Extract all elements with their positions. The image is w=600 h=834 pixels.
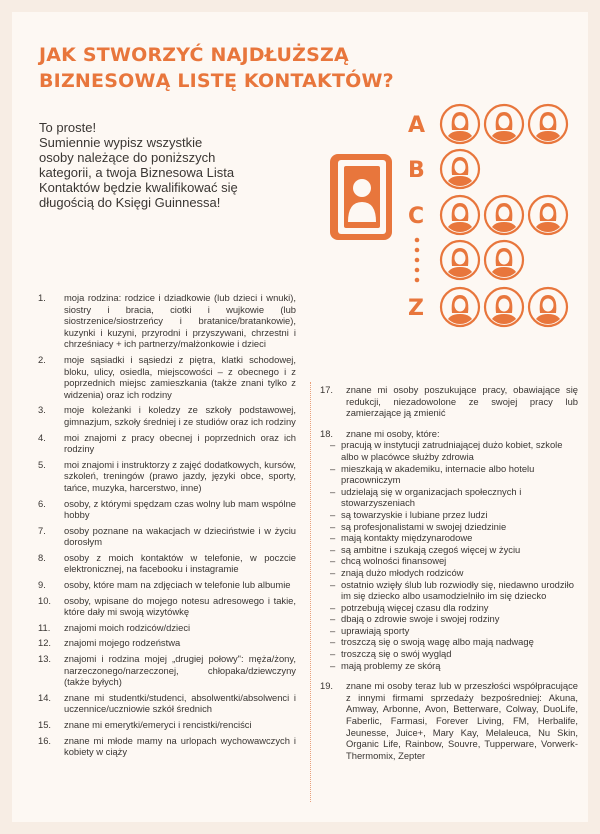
person-icon [485, 105, 523, 144]
item-text: moi znajomi z pracy obecnej i poprzednich oraz ich rodziny [64, 431, 296, 455]
item-number: 12. [38, 637, 52, 649]
item-number: 15. [38, 719, 52, 730]
list-left [38, 292, 296, 762]
intro-line: Kontaktów będzie kwalifikować się [39, 180, 238, 195]
person-icon [441, 150, 479, 189]
person-icon [441, 288, 479, 327]
sub-item: – mają kontakty międzynarodowe [330, 532, 578, 544]
item-text: moja rodzina: rodzice i dziadkowie (lub dzieci i wnuki), siostry i bracia, ciotki i wujkowie (lub siostrzenice/siostrzeńcy i bratanice/bratankowie), kuzynki i kuzyni, przyrodni i przyszywani, chrzestni i chrześniacy + ich partnerzy/małżonkowie i dzieci [64, 292, 296, 350]
list-item [38, 653, 296, 688]
ellipsis-dots [415, 238, 420, 283]
item-number: 19. [320, 680, 334, 692]
item-number: 8. [38, 551, 46, 563]
list-right [320, 384, 578, 765]
list-item [320, 428, 578, 440]
item-number: 7. [38, 524, 46, 536]
sub-item: – chcą wolności finansowej [330, 555, 578, 567]
sub-item: – są ambitne i szukają czegoś więcej w życiu [330, 544, 578, 556]
item-text: osoby, które mam na zdjęciach w telefonie lub albumie [64, 579, 291, 591]
list-item [38, 552, 296, 575]
list-item [320, 680, 578, 761]
letter-c: C [408, 204, 425, 229]
sub-item: – pracują w instytucji zatrudniającej dużo kobiet, szkole albo w placówce służby zdrowia [330, 439, 578, 462]
person-icon [485, 196, 523, 235]
sub-item: – udzielają się w organizacjach społecznych i stowarzyszeniach [330, 486, 578, 509]
intro-line: osoby należące do poniższych [39, 150, 216, 165]
sub-item: – mieszkają w akademiku, internacie albo hotelu pracowniczym [330, 463, 578, 486]
page [12, 12, 588, 822]
list-item [38, 735, 296, 758]
item-text: znane mi osoby teraz lub w przeszłości współpracujące z innymi firmami sprzedaży bezpośredniej: Akuna, Amway, Arbonne, Avon, Betterware, Colway, DuoLife, Faberlic, Farmasi, Forever Living, FM, Herbalife, Jeunesse, Juice+, Mary Kay, Melaleuca, Nu Skin, Organic Life, Rainbow, Souvre, Tupperware, Vorwerk-Thermomix, Zepter [346, 680, 578, 761]
item-number: 3. [38, 404, 46, 416]
sub-item: – troszczą się o swój wygląd [330, 648, 578, 660]
item-number: 4. [38, 431, 46, 443]
sub-item: – znają dużo młodych rodziców [330, 567, 578, 579]
item-number: 9. [38, 579, 46, 591]
item-number: 10. [38, 594, 52, 606]
item-number: 17. [320, 384, 334, 395]
sub-item: – mają problemy ze skórą [330, 660, 578, 672]
person-icon [441, 196, 479, 235]
sub-item: – są profesjonalistami w swojej dziedzinie [330, 521, 578, 533]
sub-item: – troszczą się o swoją wagę albo mają nadwagę [330, 636, 578, 648]
item-number: 5. [38, 458, 46, 470]
item-text: osoby, z którymi spędzam czas wolny lub mam wspólne hobby [64, 497, 296, 521]
item-text: znane mi osoby, które: [346, 427, 440, 439]
list-item [38, 637, 296, 649]
letter-z: Z [408, 296, 424, 321]
item-number: 13. [38, 653, 52, 665]
list-item [38, 432, 296, 455]
sub-item: – są towarzyskie i lubiane przez ludzi [330, 509, 578, 521]
item-text: znane mi młode mamy na urlopach wychowawczych i kobiety w ciąży [64, 734, 296, 758]
person-icon [485, 241, 523, 280]
list-item [38, 404, 296, 427]
item-number: 16. [38, 734, 52, 746]
person-icon [529, 105, 567, 144]
person-icon [529, 288, 567, 327]
item-number: 1. [38, 292, 46, 303]
item-text: znane mi emerytki/emeryci i rencistki/renciści [64, 719, 252, 730]
address-book-icon [330, 154, 392, 240]
list-item [38, 692, 296, 715]
page-title [39, 42, 439, 94]
item-text: znane mi studentki/studenci, absolwentki/absolwenci i uczennice/uczniowie szkół średnich [64, 691, 296, 715]
intro-line: Sumiennie wypisz wszystkie [39, 135, 203, 150]
list-item [38, 525, 296, 548]
item-text: znane mi osoby poszukujące pracy, obawiające się redukcji, niezadowolone ze swojej pracy lub zamierzające ją zmienić [346, 384, 578, 419]
column-divider [310, 382, 311, 802]
sub-item: – uprawiają sporty [330, 625, 578, 637]
list-item [38, 622, 296, 634]
list-item [38, 498, 296, 521]
list-item [38, 719, 296, 731]
item-number: 14. [38, 691, 52, 703]
intro-line: długością do Księgi Guinnessa! [39, 195, 221, 210]
person-icon [441, 105, 479, 144]
persons [441, 105, 567, 327]
intro-line: kategorii, a twoja Biznesowa Lista [39, 165, 235, 180]
intro-line: To proste! [39, 120, 97, 135]
item-text: moi znajomi i instruktorzy z zajęć dodatkowych, kursów, szkoleń, treningów (prawo jazdy, języki obce, sporty, tańce, muzyka, harcerstwo, inne) [64, 458, 296, 493]
person-icon [529, 196, 567, 235]
intro-text [39, 120, 279, 210]
item-number: 6. [38, 497, 46, 509]
person-icon [441, 241, 479, 280]
contacts-graphic [330, 100, 600, 330]
item-text: osoby, wpisane do mojego notesu adresowego i takie, które dały mi swoją wizytówkę [64, 594, 296, 618]
item-text: znajomi mojego rodzeństwa [64, 637, 181, 649]
item-text: znajomi i rodzina mojej „drugiej połowy": męża/żony, narzeczonego/narzeczonej, chłopaka/dziewczyny (także byłych) [64, 653, 296, 688]
item-number: 18. [320, 427, 334, 439]
letter-b: B [408, 158, 425, 183]
sub-item: – dbają o zdrowie swoje i swojej rodziny [330, 613, 578, 625]
title-line-2: BIZNESOWĄ LISTĘ KONTAKTÓW? [39, 70, 394, 92]
item-text: osoby poznane na wakacjach w dzieciństwie i w życiu dorosłym [64, 524, 296, 548]
sub-list [320, 439, 578, 671]
person-icon [485, 288, 523, 327]
list-item [38, 579, 296, 591]
item-text: znajomi moich rodziców/dzieci [64, 621, 191, 633]
item-text: osoby z moich kontaktów w telefonie, w poczcie elektronicznej, na facebooku i instagramie [64, 551, 296, 575]
title-line-1: JAK STWORZYĆ NAJDŁUŻSZĄ [39, 44, 349, 66]
list-item [38, 292, 296, 350]
item-text: moje sąsiadki i sąsiedzi z piętra, klatki schodowej, bloku, ulicy, osiedla, miejscowości – z obecnego i z poprzednich miejsc zamieszkania (także znani tylko z widzenia) oraz ich rodziny [64, 353, 296, 400]
sub-item: – ostatnio wzięły ślub lub rozwiodły się, niedawno urodziło im się dziecko albo usamodzielniło im się dziecko [330, 579, 578, 602]
list-item [38, 595, 296, 618]
item-number: 2. [38, 353, 46, 365]
list-item [38, 459, 296, 494]
item-number: 11. [38, 621, 51, 633]
list-item [320, 384, 578, 419]
item-text: moje koleżanki i koledzy ze szkoły podstawowej, gimnazjum, szkoły średniej i ze studiów oraz ich rodziny [64, 404, 296, 427]
list-item [38, 354, 296, 400]
sub-item: – potrzebują więcej czasu dla rodziny [330, 602, 578, 614]
letter-a: A [408, 113, 426, 138]
